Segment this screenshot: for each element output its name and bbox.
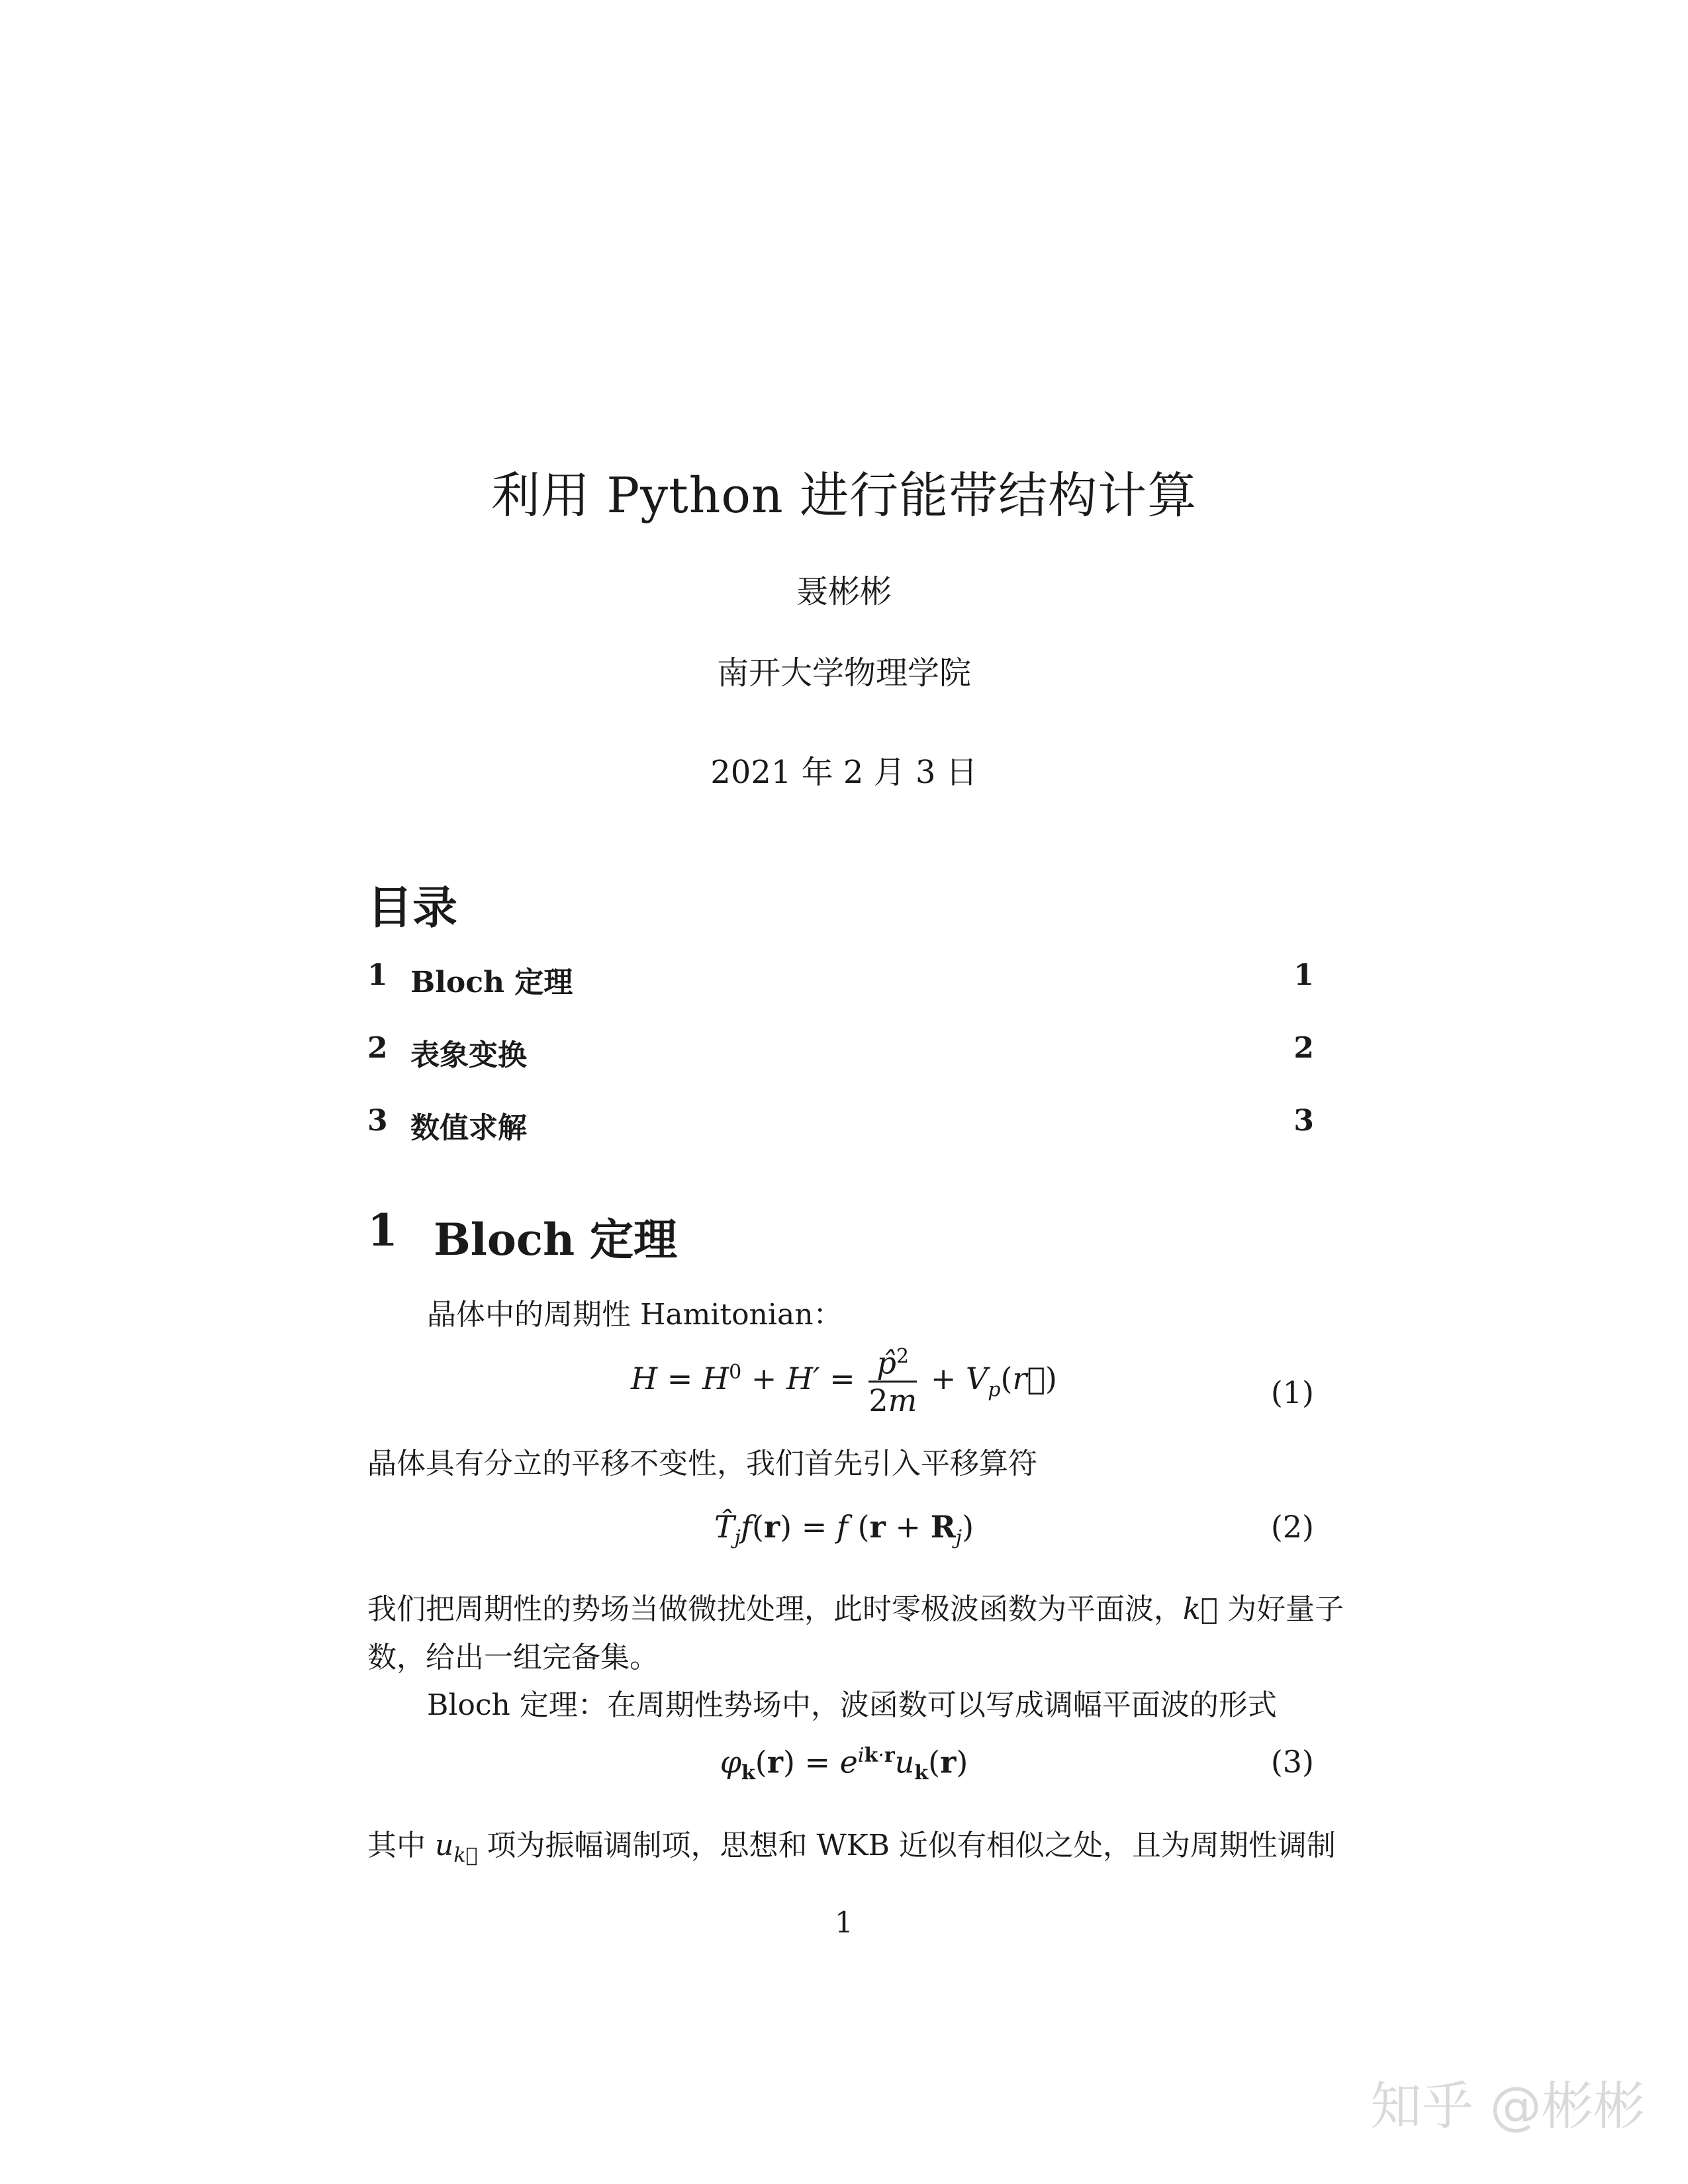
section-number: 1 — [367, 1205, 398, 1256]
zhihu-watermark: 知乎 @彬彬 — [1370, 2077, 1645, 2136]
equation-2-number: (2) — [1270, 1509, 1314, 1545]
page-number: 1 — [835, 1906, 853, 1940]
k-vector-symbol: k⃗ — [1183, 1592, 1219, 1626]
toc-entry-title: 表象变换 — [410, 1038, 527, 1072]
toc-entry-number: 1 — [367, 958, 388, 992]
paragraph-bloch-theorem: Bloch 定理：在周期性势场中，波函数可以写成调幅平面波的形式 — [427, 1688, 1277, 1722]
paragraph-hamiltonian-intro: 晶体中的周期性 Hamitonian： — [427, 1298, 843, 1332]
u-k-symbol: u — [435, 1829, 454, 1862]
equation-3 — [0, 1744, 1688, 1810]
equation-2 — [0, 1509, 1688, 1575]
toc-heading: 目录 — [367, 882, 458, 934]
document-date: 2021 年 2 月 3 日 — [710, 754, 978, 791]
author-name: 聂彬彬 — [796, 573, 892, 610]
paragraph-text: 我们把周期性的势场当做微扰处理，此时零极波函数为平面波， — [367, 1592, 1183, 1626]
toc-entry-page: 1 — [1293, 958, 1314, 992]
paragraph-translation-operator: 晶体具有分立的平移不变性，我们首先引入平移算符 — [367, 1447, 1037, 1480]
equation-2-body: $T̂_jf(r) = f$ $(r + R_j)$ — [714, 1509, 974, 1550]
toc-entry-2[interactable] — [367, 1031, 1314, 1071]
toc-entry-1[interactable] — [367, 958, 1314, 998]
toc-entry-title: Bloch 定理 — [410, 966, 573, 999]
paragraph-text: 其中 — [367, 1829, 435, 1862]
equation-1 — [0, 1345, 1688, 1419]
toc-entry-3[interactable] — [367, 1104, 1314, 1144]
equation-3-body: $\varphi_k(r) = e^{ik\cdot r}u_k(r)$ — [720, 1744, 968, 1785]
equation-1-body: $H = H^0 + H'$ = $\frac{p̂^2}{2m}$ + $V_p(r⃗)$ — [631, 1345, 1057, 1419]
paragraph-complete-set: 数，给出一组完备集。 — [367, 1641, 659, 1674]
paragraph-text: 为好量子 — [1218, 1592, 1344, 1626]
affiliation: 南开大学物理学院 — [716, 655, 971, 692]
paragraph-amplitude-modulation — [367, 1821, 1336, 1867]
section-title: Bloch 定理 — [434, 1214, 678, 1265]
equation-3-number: (3) — [1270, 1744, 1314, 1780]
equation-1-number: (1) — [1270, 1375, 1314, 1410]
toc-entry-page: 2 — [1293, 1031, 1314, 1065]
toc-entry-number: 3 — [367, 1104, 388, 1138]
u-k-subscript: k⃗ — [453, 1843, 478, 1867]
toc-entry-title: 数值求解 — [410, 1111, 527, 1145]
toc-entry-page: 3 — [1293, 1104, 1314, 1138]
paragraph-perturbation — [367, 1585, 1344, 1627]
document-title: 利用 Python 进行能带结构计算 — [491, 467, 1197, 524]
toc-entry-number: 2 — [367, 1031, 388, 1065]
paragraph-text: 项为振幅调制项，思想和 WKB 近似有相似之处，且为周期性调制 — [477, 1829, 1336, 1862]
